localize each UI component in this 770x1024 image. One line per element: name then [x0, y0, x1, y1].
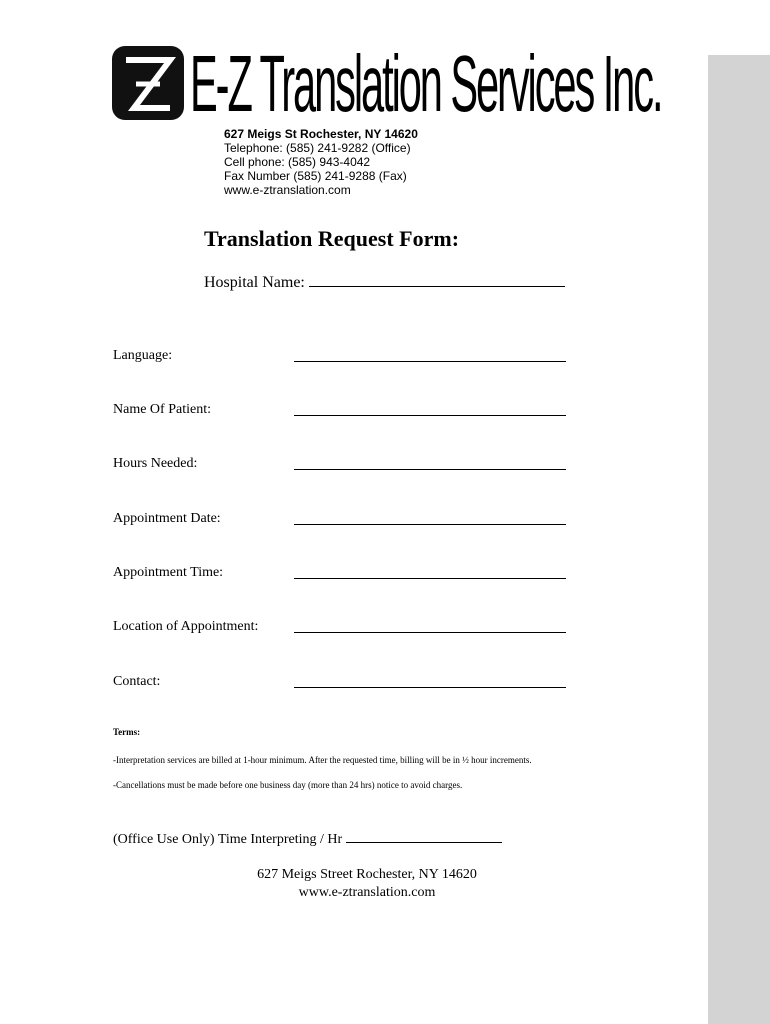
header-website: www.e-ztranslation.com — [224, 183, 351, 197]
hospital-name-row — [204, 272, 565, 294]
office-use-row — [113, 830, 502, 848]
hours-needed-field[interactable] — [294, 469, 566, 470]
header-fax: Fax Number (585) 241-9288 (Fax) — [224, 169, 407, 183]
field-patient-name — [113, 400, 573, 420]
appointment-date-field[interactable] — [294, 524, 566, 525]
side-bar — [708, 55, 770, 1024]
field-label: Contact: — [113, 674, 161, 689]
field-contact — [113, 672, 573, 692]
appointment-time-field[interactable] — [294, 578, 566, 579]
header-cell: Cell phone: (585) 943-4042 — [224, 155, 371, 169]
field-label: Location of Appointment: — [113, 619, 259, 634]
terms-heading: Terms: — [113, 727, 141, 737]
term-item: -Interpretation services are billed at 1-hour minimum. After the requested time, billing will be in ½ hour increments. — [113, 755, 532, 765]
contact-field[interactable] — [294, 687, 566, 688]
language-field[interactable] — [294, 361, 566, 362]
header-address: 627 Meigs St Rochester, NY 14620 — [224, 127, 418, 141]
field-appointment-time — [113, 563, 573, 583]
header-telephone: Telephone: (585) 241-9282 (Office) — [224, 141, 411, 155]
field-label: Hours Needed: — [113, 456, 198, 471]
term-item: -Cancellations must be made before one business day (more than 24 hrs) notice to avoid charges. — [113, 780, 463, 790]
office-use-label: (Office Use Only) Time Interpreting / Hr — [113, 832, 343, 847]
field-language — [113, 346, 573, 366]
hospital-name-label: Hospital Name: — [204, 274, 305, 291]
field-hours-needed — [113, 454, 573, 474]
field-location — [113, 617, 573, 637]
logo-mark-icon — [112, 46, 184, 120]
location-field[interactable] — [294, 632, 566, 633]
footer-address: 627 Meigs Street Rochester, NY 14620 — [257, 867, 477, 882]
field-label: Appointment Time: — [113, 565, 224, 580]
company-logo-text: E-Z Translation Services Inc. — [190, 39, 662, 128]
field-appointment-date — [113, 509, 573, 529]
footer — [204, 866, 530, 902]
footer-website: www.e-ztranslation.com — [298, 885, 436, 900]
field-label: Appointment Date: — [113, 511, 221, 526]
patient-name-field[interactable] — [294, 415, 566, 416]
office-use-field[interactable] — [346, 830, 502, 843]
field-label: Language: — [113, 348, 173, 363]
contact-block — [224, 127, 418, 197]
form-title: Translation Request Form: — [204, 226, 460, 251]
field-label: Name Of Patient: — [113, 402, 211, 417]
hospital-name-field[interactable] — [309, 272, 565, 287]
